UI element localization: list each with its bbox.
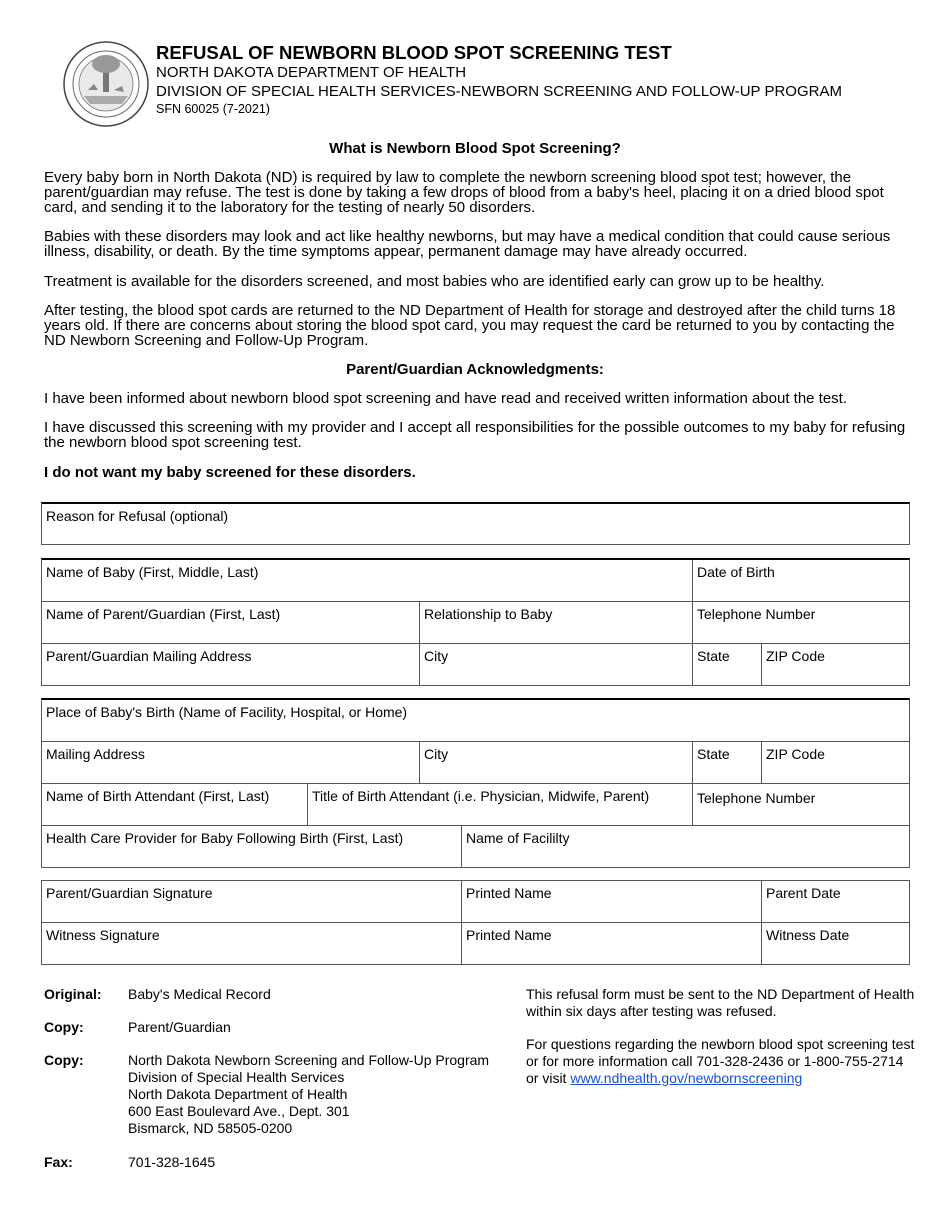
- birth-state-field[interactable]: State: [693, 742, 762, 783]
- intro-paragraph-3: Treatment is available for the disorders screened, and most babies who are identified early can grow up to be healthy.: [44, 273, 825, 290]
- copy-address-line: 600 East Boulevard Ave., Dept. 301: [128, 1103, 350, 1119]
- original-value: Baby's Medical Record: [128, 986, 271, 1002]
- provider-row: [42, 826, 909, 867]
- copy-value-1: Parent/Guardian: [128, 1019, 231, 1035]
- attendant-telephone-field[interactable]: Telephone Number: [697, 790, 816, 806]
- copy-label-2: Copy:: [44, 1052, 84, 1068]
- mailing-row: [42, 742, 909, 784]
- parent-signature-row: [42, 881, 909, 923]
- birth-info-table: [41, 698, 910, 868]
- copy-label-1: Copy:: [44, 1019, 84, 1035]
- refusal-statement: I do not want my baby screened for these disorders.: [44, 464, 416, 481]
- mailing-address-field[interactable]: Mailing Address: [42, 742, 420, 783]
- birth-place-row: [42, 700, 909, 742]
- signature-table: [41, 880, 910, 965]
- questions-text: For questions regarding the newborn blood spot screening test or for more information call 701-328-2436 or 1-800-755-2714 or visit: [526, 1036, 915, 1086]
- parent-telephone-field[interactable]: Telephone Number: [697, 606, 816, 622]
- birth-city-field[interactable]: City: [420, 742, 693, 783]
- copy-address-line: Division of Special Health Services: [128, 1069, 345, 1085]
- ack-paragraph-2: I have discussed this screening with my provider and I accept all responsibilities for the possible outcomes to my baby for refusing the newborn blood spot screening test.: [44, 419, 906, 451]
- baby-parent-table: [41, 558, 910, 686]
- attendant-name-field[interactable]: Name of Birth Attendant (First, Last): [42, 784, 308, 825]
- baby-name-field[interactable]: Name of Baby (First, Middle, Last): [42, 560, 693, 601]
- parent-city-field[interactable]: City: [420, 644, 693, 685]
- reason-row: [42, 504, 909, 544]
- baby-row: [42, 560, 909, 602]
- copy-address-line: Bismarck, ND 58505-0200: [128, 1120, 293, 1136]
- parent-name-field[interactable]: Name of Parent/Guardian (First, Last): [42, 602, 420, 643]
- witness-date-field[interactable]: Witness Date: [766, 927, 850, 943]
- form-number: SFN 60025 (7-2021): [156, 102, 270, 116]
- copy-address-line: North Dakota Newborn Screening and Follow-Up Program: [128, 1052, 490, 1068]
- parent-row: [42, 602, 909, 644]
- intro-heading: What is Newborn Blood Spot Screening?: [329, 140, 621, 157]
- intro-paragraph-1: Every baby born in North Dakota (ND) is required by law to complete the newborn screening blood spot test; however, the parent/guardian may refuse. The test is done by taking a few drops of blood from a baby's heel, placing it on a dried blood spot card, and sending it to the laboratory for the testing of nearly 50 disorders.: [44, 169, 884, 216]
- witness-printed-name-field[interactable]: Printed Name: [462, 923, 762, 964]
- attendant-title-field[interactable]: Title of Birth Attendant (i.e. Physician, Midwife, Parent): [308, 784, 693, 825]
- parent-address-row: [42, 644, 909, 685]
- original-label: Original:: [44, 986, 102, 1002]
- attendant-row: [42, 784, 909, 826]
- reason-table: [41, 502, 910, 545]
- department-name: NORTH DAKOTA DEPARTMENT OF HEALTH: [156, 64, 467, 81]
- parent-date-field[interactable]: Parent Date: [766, 885, 841, 901]
- copy-address-line: North Dakota Department of Health: [128, 1086, 348, 1102]
- fax-label: Fax:: [44, 1154, 73, 1170]
- witness-signature-field[interactable]: Witness Signature: [42, 923, 462, 964]
- intro-paragraph-4: After testing, the blood spot cards are returned to the ND Department of Health for storage and destroyed after the child turns 18 years old. If there are concerns about storing the blood spot card, you may request the card be returned to you by contacting the ND Newborn Screening and Follow-Up Program.: [44, 302, 896, 349]
- fax-value: 701-328-1645: [128, 1154, 216, 1170]
- relationship-field[interactable]: Relationship to Baby: [420, 602, 693, 643]
- witness-signature-row: [42, 923, 909, 964]
- birth-zip-field[interactable]: ZIP Code: [766, 746, 825, 762]
- facility-field[interactable]: Name of Facililty: [466, 830, 570, 846]
- copy-address-block: [128, 1052, 489, 1137]
- division-name: DIVISION OF SPECIAL HEALTH SERVICES-NEWBORN SCREENING AND FOLLOW-UP PROGRAM: [156, 83, 842, 100]
- newborn-screening-link[interactable]: www.ndhealth.gov/newbornscreening: [570, 1070, 803, 1086]
- reason-field[interactable]: Reason for Refusal (optional): [46, 508, 229, 524]
- form-title: REFUSAL OF NEWBORN BLOOD SPOT SCREENING TEST: [156, 42, 672, 63]
- ack-heading: Parent/Guardian Acknowledgments:: [346, 361, 604, 378]
- provider-field[interactable]: Health Care Provider for Baby Following Birth (First, Last): [42, 826, 462, 867]
- intro-paragraph-2: Babies with these disorders may look and act like healthy newborns, but may have a medical condition that could cause serious illness, disability, or death. By the time symptoms appear, permanent damage may have already occurred.: [44, 228, 891, 260]
- questions-note: [526, 1036, 916, 1087]
- ack-paragraph-1: I have been informed about newborn blood spot screening and have read and received written information about the test.: [44, 390, 848, 407]
- parent-address-field[interactable]: Parent/Guardian Mailing Address: [42, 644, 420, 685]
- send-notice: This refusal form must be sent to the ND Department of Health within six days after testing was refused.: [526, 986, 915, 1019]
- state-seal-icon: [62, 40, 150, 128]
- parent-signature-field[interactable]: Parent/Guardian Signature: [42, 881, 462, 922]
- parent-state-field[interactable]: State: [693, 644, 762, 685]
- parent-printed-name-field[interactable]: Printed Name: [462, 881, 762, 922]
- parent-zip-field[interactable]: ZIP Code: [766, 648, 825, 664]
- date-of-birth-field[interactable]: Date of Birth: [697, 564, 775, 580]
- birth-place-field[interactable]: Place of Baby's Birth (Name of Facility, Hospital, or Home): [46, 704, 408, 720]
